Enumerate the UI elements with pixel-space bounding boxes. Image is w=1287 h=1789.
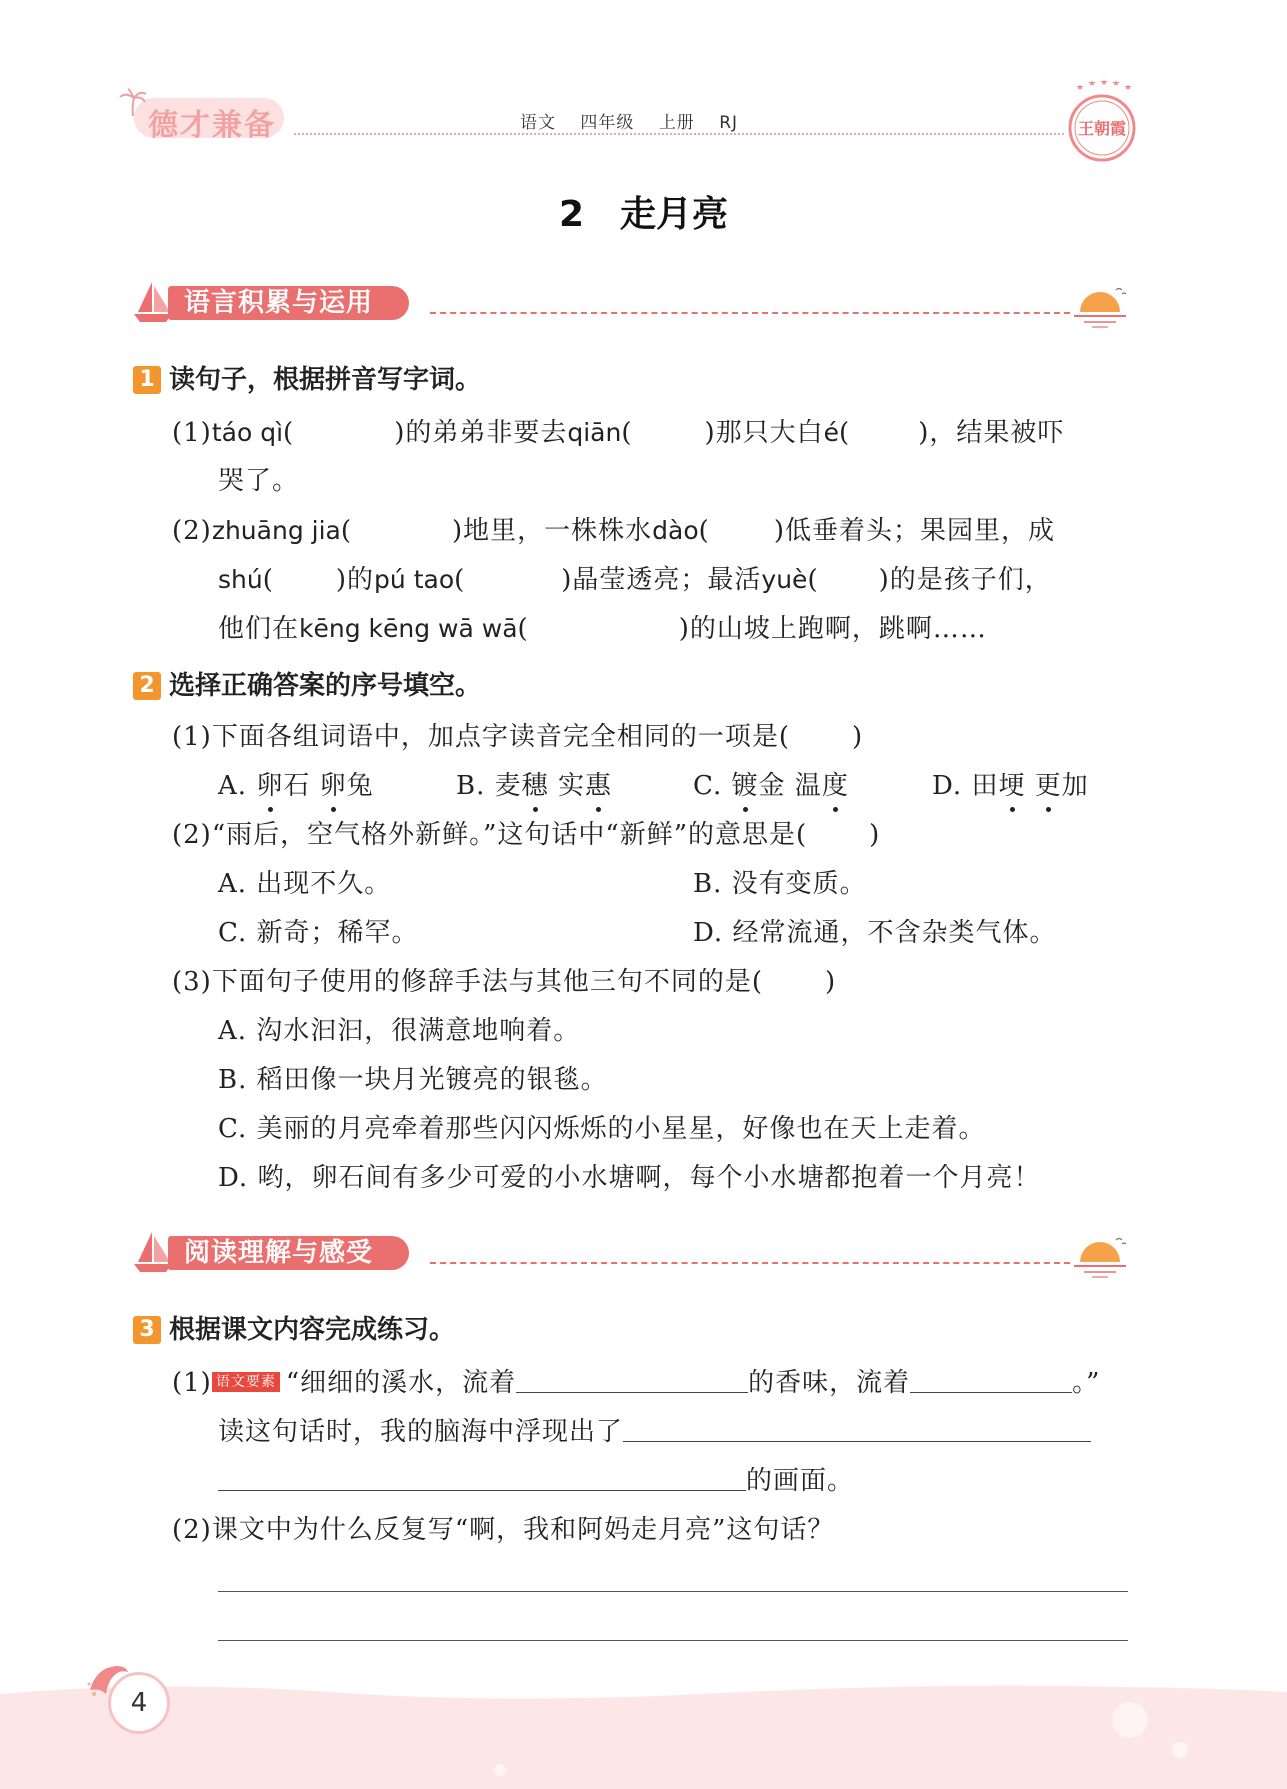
pinyin: pú tao — [374, 565, 455, 594]
paren: ) — [869, 820, 881, 850]
sentence-text: 他们在 — [218, 614, 300, 644]
q1-part2-line1 — [172, 510, 1055, 547]
q2-part1-option-b[interactable] — [456, 765, 612, 802]
q2-part1-option-a[interactable] — [218, 765, 374, 802]
paren: ( — [621, 418, 633, 448]
q3-part1-line2 — [218, 1411, 1091, 1448]
q1-part2-line2 — [218, 559, 1052, 596]
sentence-text: )地里，一株株水 — [452, 516, 653, 546]
sentence-text: )低垂着头；果园里，成 — [773, 516, 1055, 546]
sentence-text: 读这句话时，我的脑海中浮现出了 — [218, 1417, 624, 1447]
subject: 语文 — [520, 113, 556, 133]
question-text: 根据课文内容完成练习。 — [169, 1315, 456, 1345]
char: 石 — [283, 771, 311, 801]
paren: ( — [283, 418, 295, 448]
sentence-text: 的画面。 — [746, 1466, 855, 1496]
sentence-text: 。” — [1072, 1368, 1101, 1398]
page-title: 2 走月亮 — [558, 194, 729, 235]
q2-part1-stem — [172, 716, 863, 753]
grade: 四年级 — [580, 113, 635, 133]
dotted-char: 度 — [822, 765, 849, 802]
part-label: (1) — [172, 418, 212, 448]
stem-text: (3)下面句子使用的修辞手法与其他三句不同的是( — [172, 967, 763, 997]
q2-part2-option-c[interactable]: C. 新奇；稀罕。 — [218, 918, 419, 948]
brand-logo — [118, 88, 294, 144]
q2-part2-stem — [172, 814, 880, 851]
char: 田 — [971, 771, 999, 801]
q2-part1-option-d[interactable] — [932, 765, 1089, 802]
question-2-heading — [133, 668, 481, 704]
author-seal-icon — [1062, 78, 1142, 168]
header-divider — [294, 133, 1064, 135]
pinyin: dào — [652, 516, 699, 545]
section-dash — [430, 312, 1070, 314]
sentence-text: “细细的溪水，流着 — [285, 1368, 517, 1398]
sunset-icon — [1070, 282, 1130, 330]
dotted-char: 卵 — [256, 765, 283, 802]
q2-part2-option-a[interactable]: A. 出现不久。 — [218, 869, 392, 899]
q2-part3-option-b[interactable]: B. 稻田像一块月光镀亮的银毯。 — [218, 1065, 608, 1095]
answer-blank[interactable] — [516, 1366, 748, 1393]
part-label: (2) — [172, 516, 212, 546]
char: 实 — [557, 771, 585, 801]
paren: ( — [839, 418, 851, 448]
dotted-char: 惠 — [585, 765, 612, 802]
dotted-char: 卵 — [320, 765, 347, 802]
dotted-char: 穗 — [522, 765, 549, 802]
answer-blank[interactable] — [623, 1415, 1091, 1442]
sentence-text: )的山坡上跑啊，跳啊…… — [678, 614, 987, 644]
option-letter: B. — [456, 771, 486, 801]
q2-part2-option-b[interactable]: B. 没有变质。 — [693, 869, 867, 899]
q1-part2-line3 — [218, 608, 987, 645]
pinyin: yuè — [761, 565, 808, 594]
q3-part1-line1 — [172, 1362, 1100, 1399]
option-letter: D. — [932, 771, 963, 801]
option-letter: C. — [693, 771, 723, 801]
sentence-text: )的是孩子们， — [878, 565, 1052, 595]
answer-line[interactable] — [218, 1591, 1128, 1592]
sentence-text: 的香味，流着 — [748, 1368, 911, 1398]
pinyin: zhuāng jia — [211, 516, 341, 545]
answer-blank[interactable] — [910, 1366, 1072, 1393]
q2-part3-stem — [172, 961, 836, 998]
q1-part1-line2: 哭了。 — [218, 466, 300, 496]
pinyin: é — [823, 418, 840, 447]
question-3-heading — [133, 1312, 455, 1348]
q3-part1-line3 — [218, 1460, 854, 1497]
question-text: 读句子，根据拼音写字词。 — [169, 365, 482, 395]
char: 麦 — [494, 771, 522, 801]
paren: ) — [824, 967, 837, 997]
yuwen-yaosu-tag: 语文要素 — [212, 1372, 280, 1392]
section-banner-1 — [130, 278, 1130, 328]
q2-part1-option-c[interactable] — [693, 765, 849, 802]
brand-text: 德才兼备 — [148, 108, 276, 143]
question-number: 1 — [133, 366, 161, 394]
paren: ( — [454, 565, 466, 595]
pinyin: shú — [218, 565, 263, 594]
pinyin: táo qì — [211, 418, 284, 447]
sentence-text: )晶莹透亮；最活 — [561, 565, 762, 595]
q2-part3-option-c[interactable]: C. 美丽的月亮牵着那些闪闪烁烁的小星星，好像也在天上走着。 — [218, 1114, 986, 1144]
paren: ( — [698, 516, 710, 546]
sentence-text: )那只大白 — [704, 418, 824, 448]
sentence-text: )的弟弟非要去 — [394, 418, 568, 448]
sunset-icon — [1070, 1232, 1130, 1280]
option-letter: A. — [218, 771, 248, 801]
stem-text: (1)下面各组词语中，加点字读音完全相同的一项是( — [172, 722, 790, 752]
paren: ( — [517, 614, 529, 644]
palm-tree-icon — [118, 88, 148, 118]
pinyin: qiān — [567, 418, 622, 447]
question-1-heading — [133, 362, 481, 398]
edition: RJ — [719, 113, 739, 133]
paren: ) — [851, 722, 864, 752]
question-text: 选择正确答案的序号填空。 — [169, 671, 482, 701]
section-title: 阅读理解与感受 — [168, 1236, 409, 1270]
dotted-char: 更 — [1035, 765, 1062, 802]
paren: ( — [807, 565, 819, 595]
sentence-text: )，结果被吓 — [918, 418, 1065, 448]
section-dash — [430, 1262, 1070, 1264]
pinyin: kēng kēng wā wā — [299, 614, 518, 643]
answer-line[interactable] — [218, 1640, 1128, 1641]
volume: 上册 — [658, 113, 695, 133]
q2-part2-option-d[interactable]: D. 经常流通，不含杂类气体。 — [693, 918, 1057, 948]
question-number: 3 — [133, 1316, 161, 1344]
sentence-text: )的 — [335, 565, 375, 595]
q3-part2-stem: (2)课文中为什么反复写“啊，我和阿妈走月亮”这句话？ — [172, 1515, 835, 1545]
char: 温 — [794, 771, 822, 801]
stem-text: (2)“雨后，空气格外新鲜。”这句话中“新鲜”的意思是( — [172, 820, 808, 850]
answer-blank[interactable] — [218, 1464, 746, 1491]
page-number: 4 — [108, 1672, 170, 1734]
dotted-char: 镀 — [732, 765, 759, 802]
section-banner-2 — [130, 1228, 1130, 1278]
section-title: 语言积累与运用 — [168, 286, 409, 320]
q2-part3-option-a[interactable]: A. 沟水汩汩，很满意地响着。 — [218, 1016, 581, 1046]
char: 加 — [1061, 771, 1089, 801]
paren: ( — [262, 565, 274, 595]
part-label: (1) — [172, 1368, 212, 1398]
question-number: 2 — [133, 672, 161, 700]
char: 兔 — [346, 771, 374, 801]
footer-wave — [0, 1680, 1287, 1789]
paren: ( — [340, 516, 353, 546]
q1-part1-line1 — [172, 412, 1064, 449]
char: 金 — [758, 771, 786, 801]
header-meta — [520, 108, 756, 133]
dotted-char: 埂 — [998, 765, 1025, 802]
seal-text: 王朝霞 — [1077, 119, 1127, 138]
q2-part3-option-d[interactable]: D. 哟，卵石间有多少可爱的小水塘啊，每个小水塘都抱着一个月亮！ — [218, 1163, 1041, 1193]
